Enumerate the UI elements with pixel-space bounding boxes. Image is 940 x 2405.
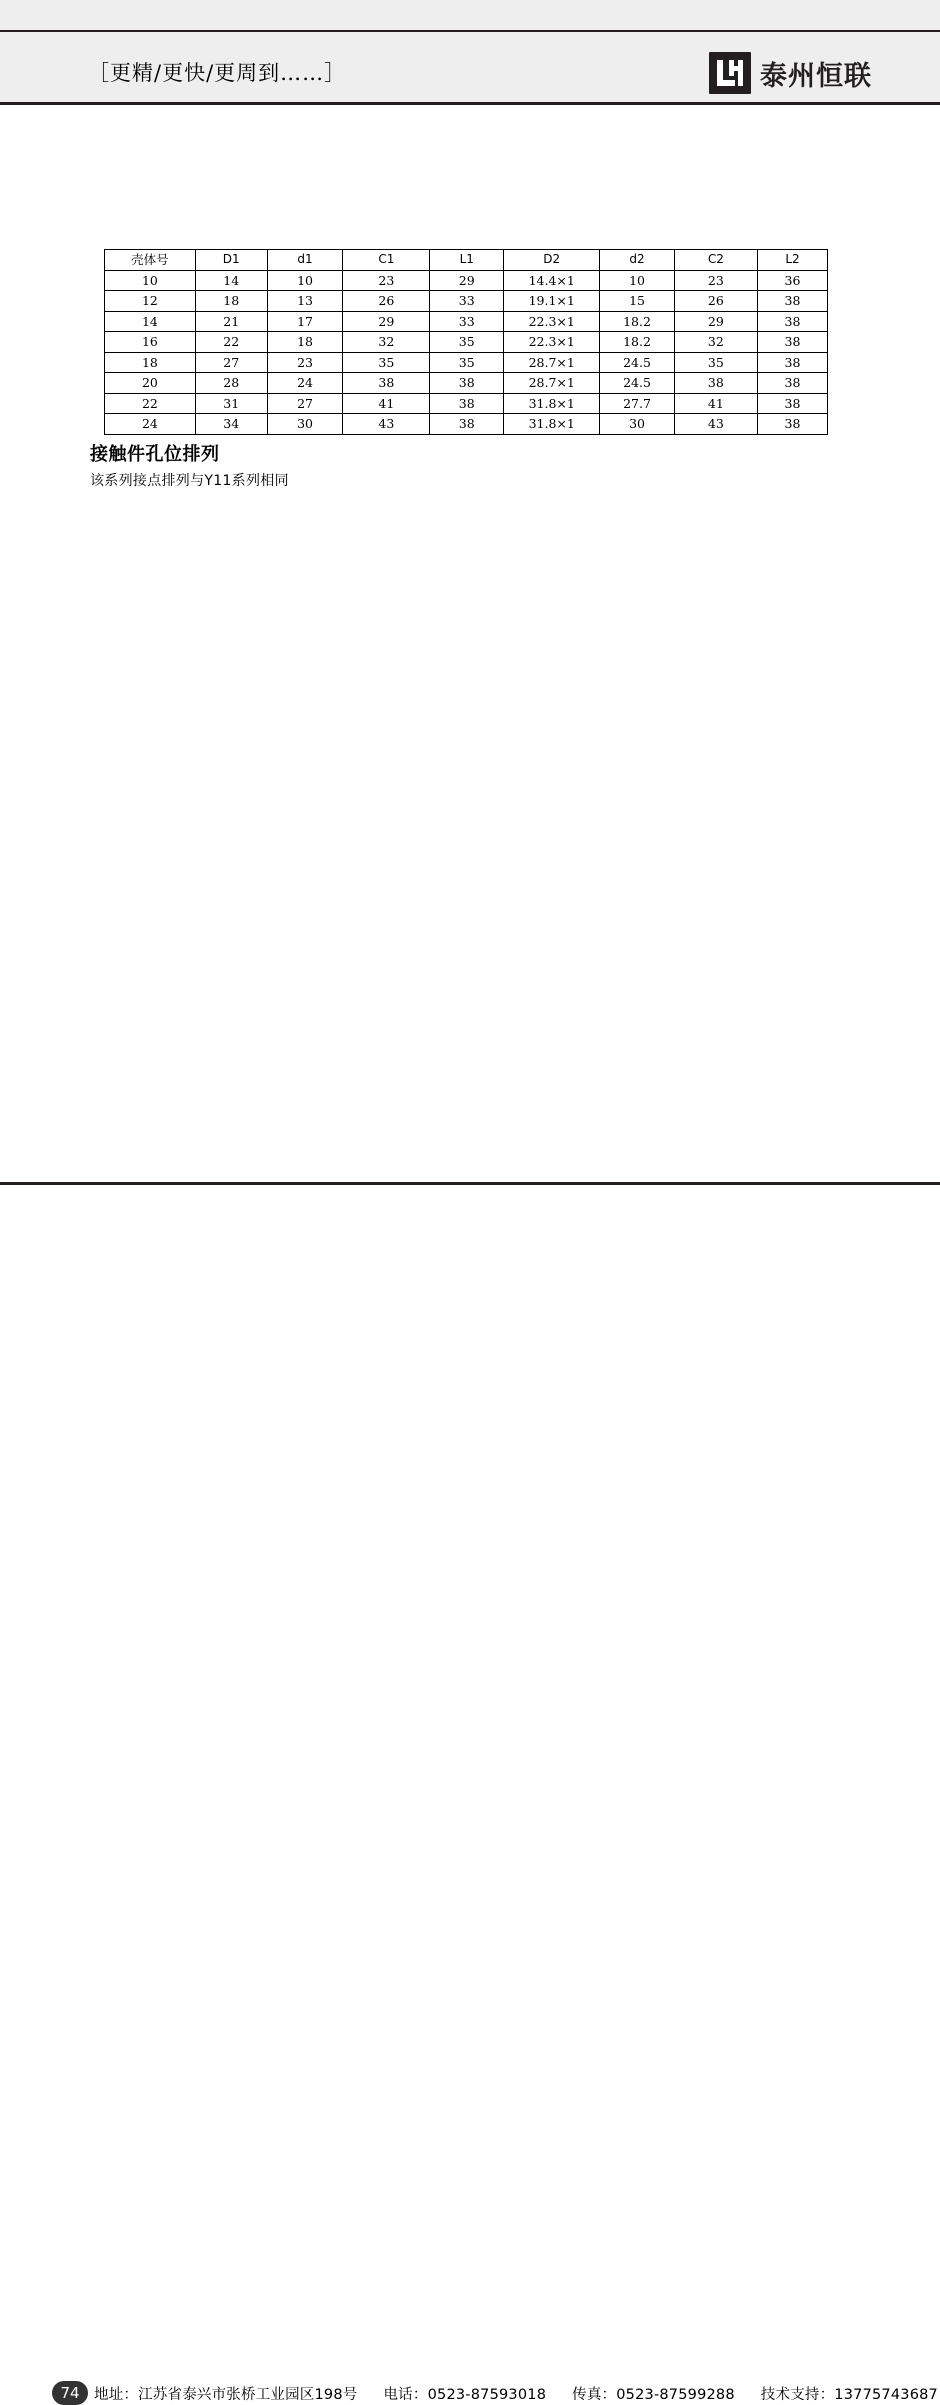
header-slogan: ［更精/更快/更周到……］ (88, 61, 347, 85)
cell-d1: 28 (195, 373, 267, 394)
footer-address-label: 地址： (94, 2387, 139, 2403)
footer-support-label: 技术支持： (760, 2387, 835, 2403)
footer-support-value: 13775743687 (834, 2387, 938, 2403)
cell-c2: 32 (674, 332, 757, 353)
cell-shell: 14 (105, 311, 196, 332)
cell-dd1: 17 (267, 311, 343, 332)
cell-d2: 22.3×1 (504, 332, 600, 353)
cell-c1: 43 (343, 414, 430, 435)
section-title: 接触件孔位排列 (90, 444, 220, 465)
cell-dd1: 13 (267, 291, 343, 312)
cell-c1: 29 (343, 311, 430, 332)
cell-c2: 43 (674, 414, 757, 435)
cell-c1: 26 (343, 291, 430, 312)
cell-l2: 38 (757, 373, 827, 394)
cell-c2: 23 (674, 270, 757, 291)
table-row (105, 291, 828, 312)
cell-l1: 33 (430, 311, 504, 332)
table-row (105, 393, 828, 414)
cell-d2: 28.7×1 (504, 373, 600, 394)
cell-l1: 33 (430, 291, 504, 312)
column-header-dd2: d2 (600, 250, 674, 271)
spec-table (104, 249, 828, 435)
page-number-badge: 74 (52, 2381, 88, 2405)
cell-dd2: 10 (600, 270, 674, 291)
cell-d1: 14 (195, 270, 267, 291)
cell-shell: 16 (105, 332, 196, 353)
cell-l1: 35 (430, 332, 504, 353)
cell-dd1: 23 (267, 352, 343, 373)
cell-dd2: 24.5 (600, 373, 674, 394)
cell-d2: 28.7×1 (504, 352, 600, 373)
section-note: 该系列接点排列与Y11系列相同 (90, 473, 289, 489)
cell-l2: 38 (757, 352, 827, 373)
cell-d1: 34 (195, 414, 267, 435)
footer-fax-label: 传真： (572, 2387, 617, 2403)
cell-shell: 20 (105, 373, 196, 394)
cell-l2: 38 (757, 311, 827, 332)
brand-block (709, 52, 872, 94)
spec-table-container (104, 249, 828, 435)
cell-dd2: 27.7 (600, 393, 674, 414)
column-header-d1: D1 (195, 250, 267, 271)
cell-l2: 38 (757, 414, 827, 435)
footer-contact-line (94, 2383, 938, 2404)
header-rule-bottom (0, 102, 940, 105)
cell-dd1: 10 (267, 270, 343, 291)
cell-dd1: 30 (267, 414, 343, 435)
footer-phone-label: 电话： (383, 2387, 428, 2403)
lh-monogram-icon (709, 52, 751, 94)
cell-dd2: 18.2 (600, 332, 674, 353)
cell-d2: 14.4×1 (504, 270, 600, 291)
table-header-row (105, 250, 828, 271)
cell-c1: 32 (343, 332, 430, 353)
cell-shell: 22 (105, 393, 196, 414)
cell-l1: 38 (430, 393, 504, 414)
column-header-l1: L1 (430, 250, 504, 271)
cell-l2: 38 (757, 332, 827, 353)
column-header-c2: C2 (674, 250, 757, 271)
column-header-c1: C1 (343, 250, 430, 271)
cell-c2: 35 (674, 352, 757, 373)
cell-d1: 18 (195, 291, 267, 312)
cell-d1: 31 (195, 393, 267, 414)
cell-dd2: 15 (600, 291, 674, 312)
table-row (105, 373, 828, 394)
cell-shell: 24 (105, 414, 196, 435)
footer-fax-value: 0523-87599288 (616, 2387, 735, 2403)
cell-dd1: 18 (267, 332, 343, 353)
cell-d2: 19.1×1 (504, 291, 600, 312)
cell-dd1: 27 (267, 393, 343, 414)
cell-d1: 27 (195, 352, 267, 373)
cell-l2: 36 (757, 270, 827, 291)
cell-c2: 29 (674, 311, 757, 332)
table-row (105, 311, 828, 332)
cell-dd1: 24 (267, 373, 343, 394)
cell-dd2: 24.5 (600, 352, 674, 373)
cell-c2: 38 (674, 373, 757, 394)
cell-c2: 26 (674, 291, 757, 312)
table-row (105, 352, 828, 373)
cell-shell: 12 (105, 291, 196, 312)
page-footer (0, 1185, 940, 2403)
cell-c2: 41 (674, 393, 757, 414)
table-row (105, 332, 828, 353)
cell-d1: 21 (195, 311, 267, 332)
brand-name: 泰州恒联 (760, 60, 872, 92)
cell-l1: 29 (430, 270, 504, 291)
footer-address-value: 江苏省泰兴市张桥工业园区198号 (138, 2387, 358, 2403)
column-header-d2: D2 (504, 250, 600, 271)
cell-l2: 38 (757, 291, 827, 312)
cell-l1: 38 (430, 414, 504, 435)
cell-d2: 22.3×1 (504, 311, 600, 332)
cell-c1: 35 (343, 352, 430, 373)
cell-shell: 18 (105, 352, 196, 373)
cell-d2: 31.8×1 (504, 393, 600, 414)
column-header-l2: L2 (757, 250, 827, 271)
cell-c1: 38 (343, 373, 430, 394)
cell-dd2: 18.2 (600, 311, 674, 332)
cell-l1: 38 (430, 373, 504, 394)
table-row (105, 414, 828, 435)
header-rule-top (0, 30, 940, 32)
cell-l1: 35 (430, 352, 504, 373)
cell-c1: 41 (343, 393, 430, 414)
table-row (105, 270, 828, 291)
cell-d1: 22 (195, 332, 267, 353)
cell-dd2: 30 (600, 414, 674, 435)
page-header (0, 0, 940, 104)
column-header-shell: 壳体号 (105, 250, 196, 271)
cell-shell: 10 (105, 270, 196, 291)
cell-c1: 23 (343, 270, 430, 291)
column-header-dd1: d1 (267, 250, 343, 271)
cell-l2: 38 (757, 393, 827, 414)
cell-d2: 31.8×1 (504, 414, 600, 435)
footer-phone-value: 0523-87593018 (427, 2387, 547, 2403)
